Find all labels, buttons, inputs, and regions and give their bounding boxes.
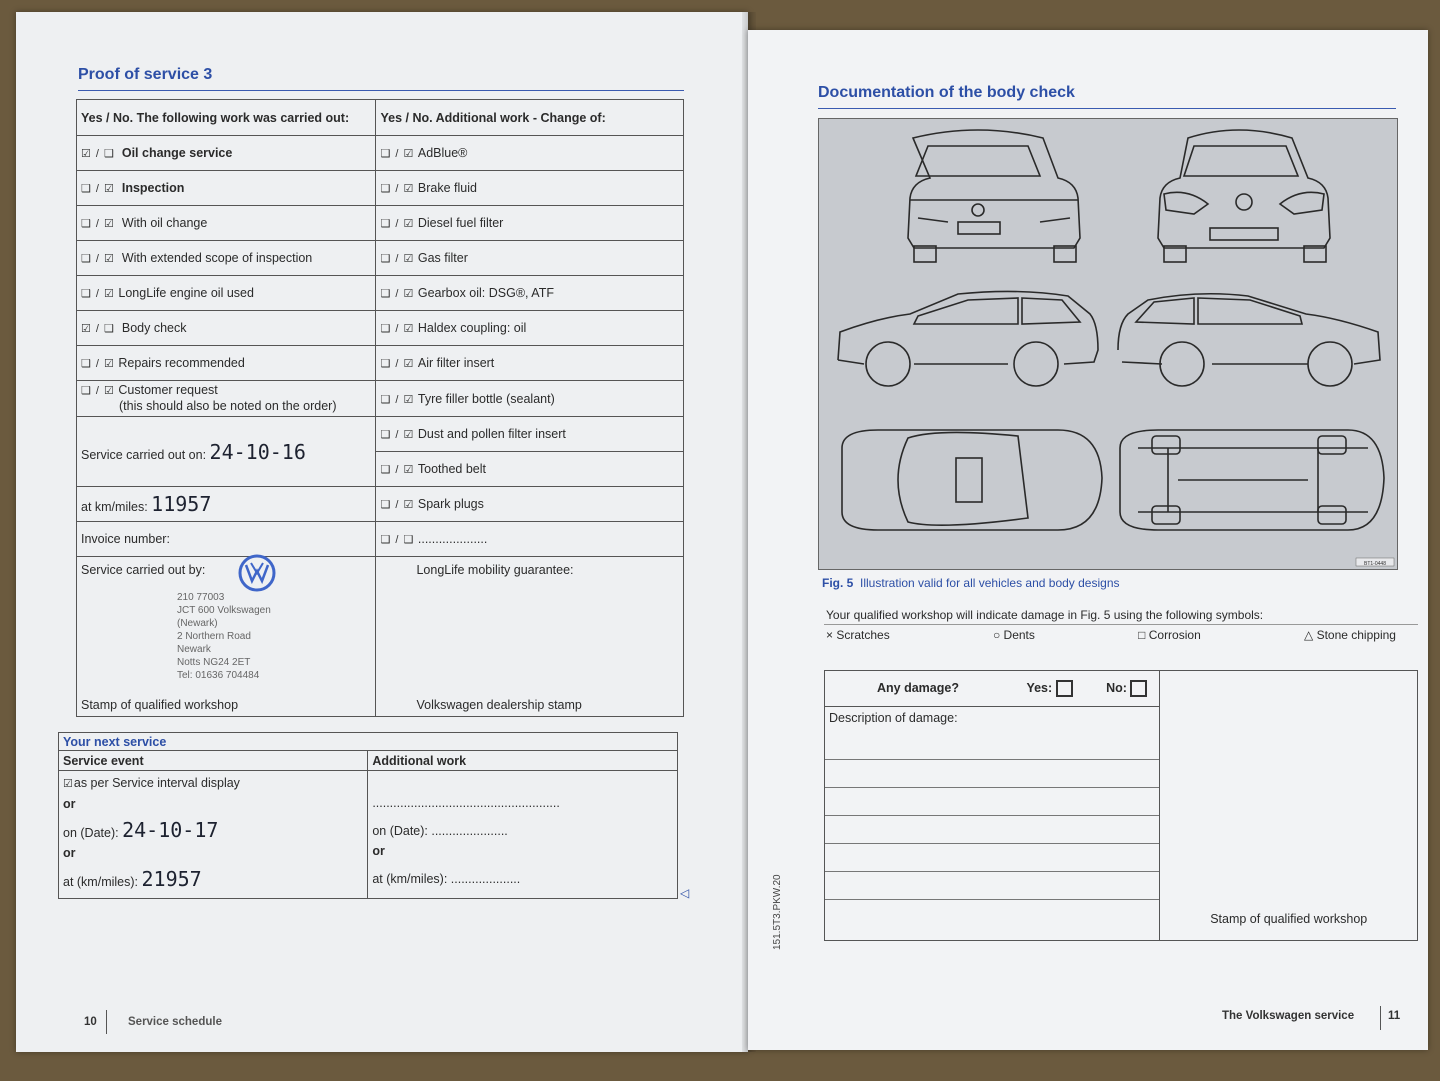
additional-item <box>376 241 684 276</box>
stamp-line: Notts NG24 2ET <box>177 657 251 668</box>
km-value[interactable]: 11957 <box>151 492 212 516</box>
as-per-label: as per Service interval display <box>73 776 240 790</box>
additional-item-label: .................... <box>417 532 488 546</box>
additional-item-label: Haldex coupling: oil <box>417 321 527 335</box>
work-item <box>77 381 376 417</box>
work-item-label: Oil change service <box>121 146 233 160</box>
additional-item <box>376 276 684 311</box>
dents-symbol: ○ Dents <box>992 628 1035 642</box>
dots-line[interactable]: ...................................................... <box>372 796 560 810</box>
checkbox[interactable]: ☑ <box>63 778 74 790</box>
or-label: or <box>372 844 385 858</box>
carried-by-label: Service carried out by: <box>81 563 206 577</box>
next-service-title: Your next service <box>59 733 678 751</box>
symbol-legend <box>826 628 1396 642</box>
km-label: at km/miles: <box>81 500 148 514</box>
additional-item <box>376 206 684 241</box>
invoice-cell <box>77 522 376 557</box>
stamp-line: JCT 600 Volkswagen <box>177 605 271 616</box>
side-code: 151.5T3.PKW.20 <box>772 874 783 950</box>
no-checkbox[interactable] <box>1130 680 1147 697</box>
yes-no-checkbox[interactable]: ❑ / ☑ <box>380 464 415 476</box>
fig-label: Fig. 5 <box>822 576 854 590</box>
left-page <box>16 12 748 1052</box>
invoice-label: Invoice number: <box>81 532 170 546</box>
next-km-value[interactable]: 21957 <box>141 867 202 891</box>
yes-no-checkbox[interactable]: ❑ / ☑ <box>380 183 415 195</box>
additional-item-label: Gas filter <box>417 251 468 265</box>
stamp-line: Tel: 01636 704484 <box>177 670 260 681</box>
figure-caption <box>822 576 1120 590</box>
description-line <box>825 843 1159 844</box>
additional-item-label: Toothed belt <box>417 462 486 476</box>
work-item-label: LongLife engine oil used <box>118 286 254 300</box>
body-check-figure <box>818 118 1398 570</box>
footer-section: Service schedule <box>128 1016 222 1028</box>
yes-no-checkbox[interactable]: ❑ / ☑ <box>81 358 115 370</box>
yes-no-checkbox[interactable]: ❑ / ☑ <box>81 288 115 300</box>
description-line <box>825 871 1159 872</box>
workshop-stamp <box>177 591 271 682</box>
footer-divider <box>1380 1006 1381 1030</box>
stamp-line: 210 77003 <box>177 592 225 603</box>
additional-item <box>376 522 684 557</box>
scratches-symbol: × Scratches <box>826 628 890 642</box>
col2-header: Yes / No. Additional work - Change of: <box>376 100 684 136</box>
description-line <box>825 787 1159 788</box>
additional-item <box>376 171 684 206</box>
additional-item <box>376 311 684 346</box>
km-cell <box>77 487 376 522</box>
additional-item <box>376 136 684 171</box>
title-rule <box>78 90 684 91</box>
yes-no-checkbox[interactable]: ❑ / ☑ <box>81 218 115 230</box>
fig-caption-text: Illustration valid for all vehicles and body designs <box>860 576 1120 590</box>
yes-no-checkbox[interactable]: ❑ / ☑ <box>380 499 415 511</box>
stamp-line: 2 Northern Road <box>177 631 251 642</box>
work-item-label: Inspection <box>121 181 185 195</box>
work-item-label: Body check <box>121 321 187 335</box>
service-proof-table <box>76 99 684 717</box>
work-item-label: Customer request <box>118 383 218 397</box>
work-item-label: Repairs recommended <box>118 356 245 370</box>
next-date-label: on (Date): <box>63 826 119 840</box>
description-cell[interactable] <box>825 707 1160 941</box>
additional-item-label: AdBlue® <box>417 146 468 160</box>
workshop-stamp-cell <box>1160 671 1418 941</box>
yes-no-checkbox[interactable]: ❑ / ☑ <box>380 429 415 441</box>
yes-checkbox[interactable] <box>1056 680 1073 697</box>
yes-no-checkbox[interactable]: ❑ / ☑ <box>380 218 415 230</box>
yes-no-checkbox[interactable]: ❑ / ☑ <box>81 183 115 195</box>
or-label: or <box>63 846 76 860</box>
symbols-intro: Your qualified workshop will indicate damage in Fig. 5 using the following symbols: <box>826 608 1264 622</box>
page-title: Documentation of the body check <box>818 84 1075 101</box>
yes-no-checkbox[interactable]: ❑ / ☑ <box>380 393 415 406</box>
yes-no-checkbox[interactable]: ❑ / ☑ <box>380 358 415 370</box>
damage-table <box>824 670 1418 941</box>
yes-no-checkbox[interactable]: ☑ / ❑ <box>81 323 115 335</box>
yes-label: Yes: <box>1026 680 1053 695</box>
carried-out-by-cell <box>77 557 376 717</box>
col1-header: Yes / No. The following work was carried out: <box>77 100 376 136</box>
description-line <box>825 899 1159 900</box>
vw-logo-icon <box>237 553 277 593</box>
additional-item <box>376 417 684 452</box>
description-label: Description of damage: <box>829 711 958 725</box>
additional-item <box>376 452 684 487</box>
additional-item-label: Diesel fuel filter <box>417 216 504 230</box>
any-damage-row <box>825 671 1160 707</box>
service-date-cell <box>77 417 376 487</box>
additional-item-label: Tyre filler bottle (sealant) <box>417 391 555 406</box>
yes-no-checkbox[interactable]: ❑ / ☑ <box>380 323 415 335</box>
additional-item-label: Air filter insert <box>417 356 495 370</box>
work-item <box>77 136 376 171</box>
footer-page-number: 10 <box>84 1016 97 1028</box>
footer-page-number: 11 <box>1388 1010 1401 1022</box>
service-event-header: Service event <box>59 751 368 771</box>
work-item <box>77 241 376 276</box>
footer-section: The Volkswagen service <box>1222 1010 1355 1022</box>
corrosion-symbol: □ Corrosion <box>1138 628 1201 642</box>
stone-chipping-symbol: △ Stone chipping <box>1304 628 1396 642</box>
additional-work-cell <box>368 771 678 899</box>
next-km-label: at (km/miles): <box>63 875 138 889</box>
footer-divider <box>106 1010 107 1034</box>
next-date-value[interactable]: 24-10-17 <box>122 818 219 842</box>
symbols-rule <box>824 624 1418 625</box>
work-item-label: With oil change <box>121 216 208 230</box>
any-damage-label: Any damage? <box>877 680 959 695</box>
additional-item <box>376 346 684 381</box>
yes-no-checkbox[interactable]: ❑ / ☑ <box>380 288 415 300</box>
stamp-label: Stamp of qualified workshop <box>1210 912 1368 926</box>
yes-no-checkbox[interactable]: ❑ / ☑ <box>81 253 115 265</box>
figure-code: BT1-0448 <box>1364 561 1386 567</box>
longlife-cell <box>376 557 684 717</box>
service-date-label: Service carried out on: <box>81 447 207 462</box>
additional-item <box>376 487 684 522</box>
yes-no-checkbox[interactable]: ❑ / ☑ <box>380 148 415 160</box>
additional-item <box>376 381 684 417</box>
service-date-value[interactable]: 24-10-16 <box>209 439 306 464</box>
additional-item-label: Brake fluid <box>417 181 477 195</box>
continue-arrow-icon: ◁ <box>680 886 690 900</box>
stamp-line: (Newark) <box>177 618 218 629</box>
additional-item-label: Spark plugs <box>417 497 484 511</box>
additional-item-label: Dust and pollen filter insert <box>417 427 566 441</box>
work-item <box>77 206 376 241</box>
or-label: or <box>63 797 76 811</box>
description-line <box>825 759 1159 760</box>
service-event-cell <box>59 771 368 899</box>
next-km-dots[interactable]: at (km/miles): .................... <box>372 872 521 886</box>
next-date-dots[interactable]: on (Date): ...................... <box>372 824 508 838</box>
dealer-stamp-label: Volkswagen dealership stamp <box>416 698 582 712</box>
work-item <box>77 276 376 311</box>
yes-no-checkbox[interactable]: ❑ / ☑ <box>81 385 115 397</box>
next-service-table <box>58 732 678 899</box>
yes-no-checkbox[interactable]: ❑ / ☑ <box>380 253 415 265</box>
work-item <box>77 346 376 381</box>
stamp-label: Stamp of qualified workshop <box>81 698 239 712</box>
yes-no-checkbox[interactable]: ❑ / ❑ <box>380 534 415 546</box>
stamp-line: Newark <box>177 644 211 655</box>
description-line <box>825 815 1159 816</box>
longlife-label: LongLife mobility guarantee: <box>416 563 574 577</box>
work-item <box>77 311 376 346</box>
work-item-label: With extended scope of inspection <box>121 251 313 265</box>
additional-item-label: Gearbox oil: DSG®, ATF <box>417 286 554 300</box>
right-page <box>748 30 1428 1050</box>
yes-no-checkbox[interactable]: ☑ / ❑ <box>81 148 115 160</box>
work-item <box>77 171 376 206</box>
work-item-note: (this should also be noted on the order) <box>119 399 337 413</box>
additional-work-header: Additional work <box>368 751 678 771</box>
title-rule <box>818 108 1396 109</box>
page-title: Proof of service 3 <box>78 66 213 83</box>
no-label: No: <box>1106 680 1127 695</box>
